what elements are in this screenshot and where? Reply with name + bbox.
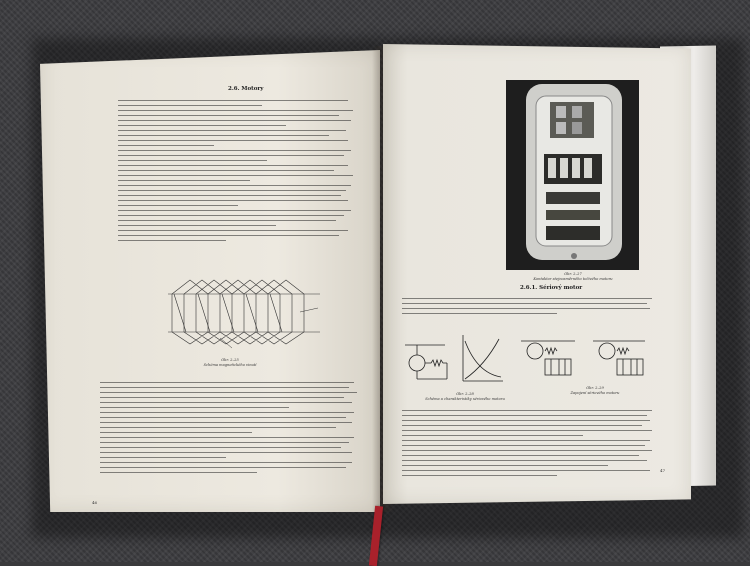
right-text-block-top (402, 298, 660, 318)
left-figure-number: Obr. 2–25 (221, 358, 239, 362)
diagram-1-number: Obr. 2–28 (456, 392, 474, 396)
diagram-caption-1 (420, 392, 510, 402)
series-motor-diagrams (395, 325, 657, 390)
right-text-block-bottom (402, 410, 660, 480)
left-section-heading: 2.6. Motory (228, 86, 264, 92)
photo-caption (518, 272, 628, 282)
left-figure-caption (200, 358, 260, 368)
left-text-block-top (118, 100, 358, 245)
photo-figure-number: Obr. 2–27 (564, 272, 582, 276)
right-section-heading: 2.6.1. Sériový motor (520, 285, 583, 291)
diagram-2-number: Obr. 2–29 (586, 386, 604, 390)
photo-figure-title: Kontaktor stejnosměrného točivého motoru (533, 277, 613, 281)
left-figure-title: Schéma magnetického vinutí (203, 363, 257, 367)
diagram-2-title: Zapojení sériového motoru (570, 391, 620, 395)
contactor-photo (506, 80, 639, 270)
diagram-caption-2 (560, 386, 630, 396)
left-page-number: 46 (92, 500, 98, 505)
right-page-number: 47 (660, 468, 666, 473)
diagram-1-title: Schéma a charakteristiky sériového motoru (425, 397, 505, 401)
winding-diagram (160, 272, 330, 352)
left-text-block-bottom (100, 382, 362, 477)
